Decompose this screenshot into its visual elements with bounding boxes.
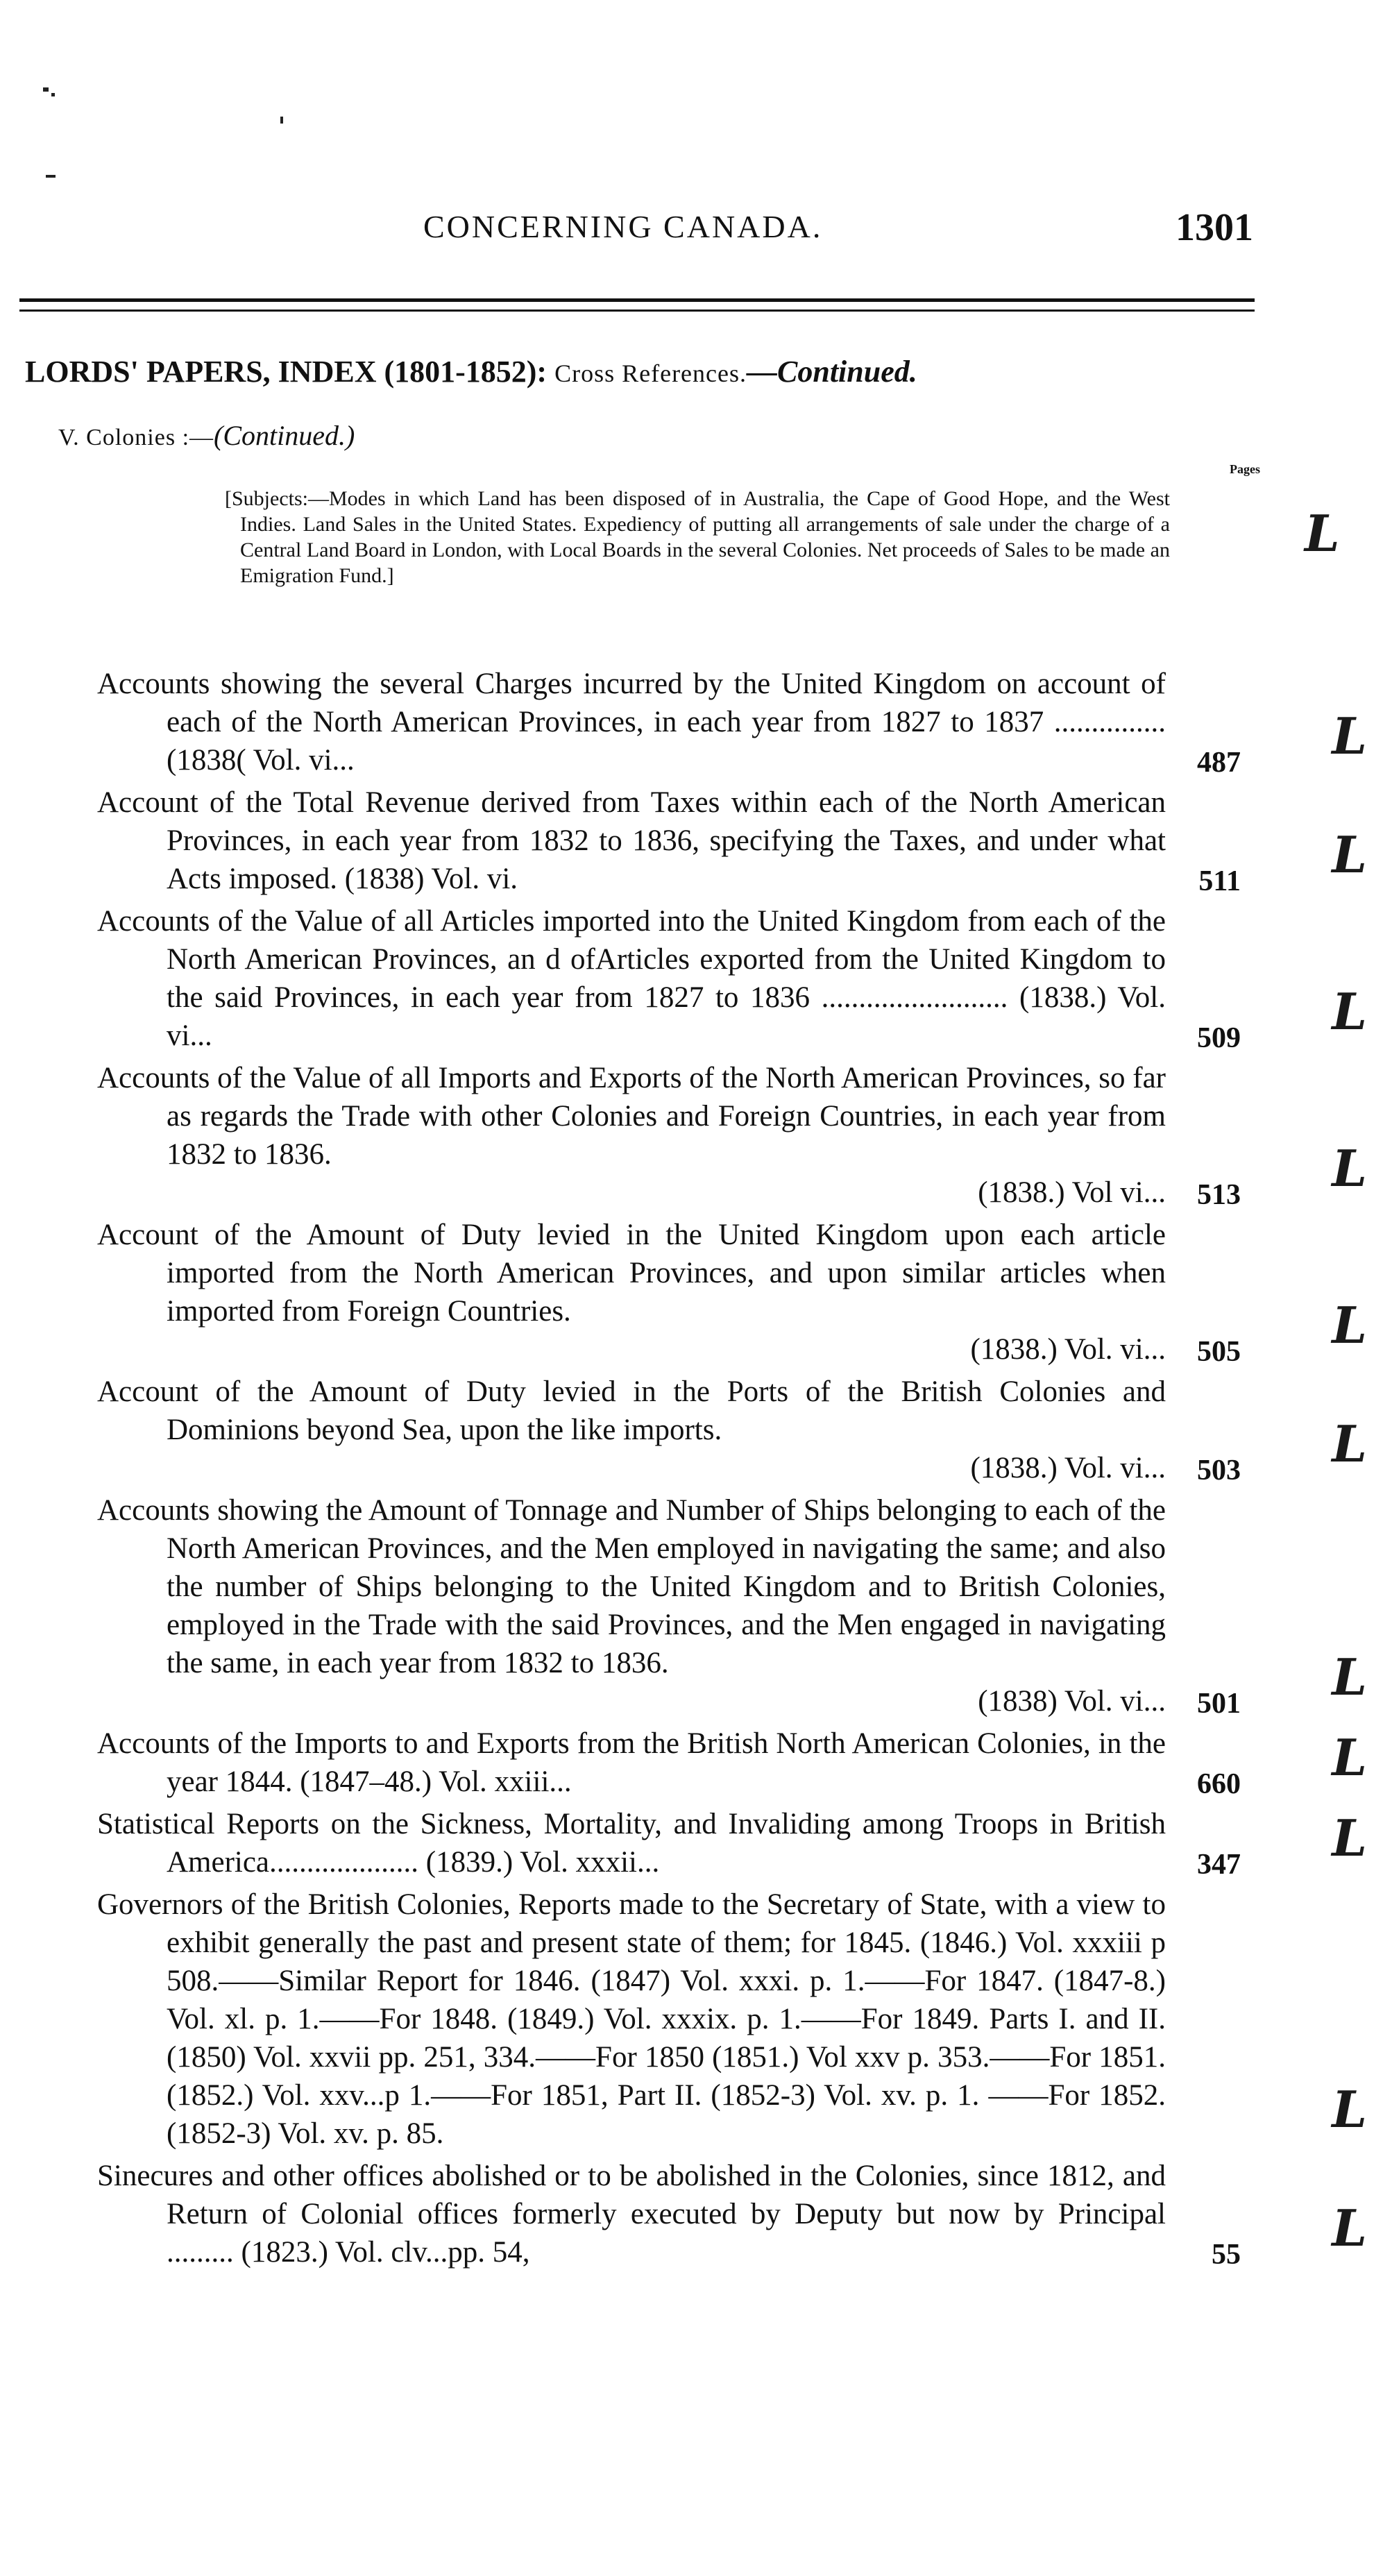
- entry-text: Account of the Total Revenue derived from Taxes within each of the North American Provinces, in each year from 1832 to 1836, specifying the Taxes, and under what Acts imposed. (1838) Vol. vi.: [97, 786, 1166, 895]
- entry-page-number: 487: [1197, 747, 1241, 779]
- entry-citation: (1838.) Vol vi...: [978, 1176, 1166, 1209]
- index-entry: [97, 2157, 1367, 2271]
- handwritten-tick-mark: L: [1332, 1139, 1367, 1198]
- section-heading: [25, 354, 1260, 389]
- entry-page-number: 347: [1197, 1849, 1241, 1881]
- entry-text: Accounts of the Value of all Articles imported into the United Kingdom from each of the North American Provinces, an d ofArticles exported from the United Kingdom to the said Provinces, in each year from 1827 to 1836 ......................... (1838.) Vol. vi...: [97, 905, 1166, 1052]
- subjects-note: [225, 486, 1170, 588]
- index-entry: [97, 1216, 1367, 1368]
- double-rule-bottom: [19, 310, 1255, 312]
- handwritten-tick-mark: L: [1332, 1647, 1367, 1706]
- entry-page-number: 55: [1212, 2239, 1241, 2271]
- ink-speck: [51, 93, 55, 96]
- index-entry: [97, 1725, 1367, 1801]
- handwritten-tick-mark: L: [1305, 504, 1340, 563]
- subsection-heading: [58, 419, 355, 452]
- subjects-text: [Subjects:—Modes in which Land has been disposed of in Australia, the Cape of Good Hope, and the West Indies. Land Sales in the United States. Expediency of putting all arrangements of sale under the charge of a Central Land Board in London, with Local Boards in the several Colonies. Net proceeds of Sales to be made an Emigration Fund.]: [225, 487, 1170, 587]
- entry-page-number: 511: [1198, 865, 1241, 897]
- entry-page-number: 509: [1197, 1022, 1241, 1054]
- handwritten-tick-mark: L: [1332, 2080, 1367, 2139]
- handwritten-tick-mark: L: [1332, 1414, 1367, 1473]
- handwritten-tick-mark: L: [1332, 825, 1367, 884]
- entry-citation: (1838) Vol. vi...: [978, 1685, 1166, 1718]
- index-entry: [97, 1805, 1367, 1881]
- handwritten-tick-mark: L: [1332, 2198, 1367, 2257]
- section-title: LORDS' PAPERS, INDEX (1801-1852):: [25, 355, 548, 389]
- entry-text: Account of the Amount of Duty levied in the United Kingdom upon each article imported from the North American Provinces, and upon similar articles when imported from Foreign Countries.: [97, 1219, 1166, 1328]
- entry-text: Accounts of the Imports to and Exports from the British North American Colonies, in the year 1844. (1847–48.) Vol. xxiii...: [97, 1727, 1166, 1798]
- entry-text: Account of the Amount of Duty levied in the Ports of the British Colonies and Dominions beyond Sea, upon the like imports.: [97, 1375, 1166, 1446]
- running-title: CONCERNING CANADA.: [423, 209, 823, 244]
- index-entry: [97, 783, 1367, 898]
- subsection-label: V. Colonies :—: [58, 425, 214, 450]
- subsection-continued: (Continued.): [214, 420, 355, 451]
- ink-speck: [280, 117, 283, 124]
- entry-text: Sinecures and other offices abolished or to be abolished in the Colonies, since 1812, and Return of Colonial offices formerly executed by Deputy but now by Principal ......... (1823.) Vol. clv...pp. 54,: [97, 2160, 1166, 2269]
- entry-text: Accounts showing the Amount of Tonnage and Number of Ships belonging to each of the North American Provinces, and the Men employed in navigating the same; and also the number of Ships belonging to the United Kingdom and to British Colonies, employed in the Trade with the said Provinces, and the Men engaged in navigating the same, in each year from 1832 to 1836.: [97, 1494, 1166, 1679]
- handwritten-tick-mark: L: [1332, 1728, 1367, 1787]
- handwritten-tick-mark: L: [1332, 982, 1367, 1041]
- entry-text: Governors of the British Colonies, Reports made to the Secretary of State, with a view to exhibit generally the past and present state of them; for 1845. (1846.) Vol. xxxiii p 508.——Similar Report for 1846. (1847) Vol. xxxi. p. 1.——For 1847. (1847-8.) Vol. xl. p. 1.——For 1848. (1849.) Vol. xxxix. p. 1.——For 1849. Parts I. and II. (1850) Vol. xxvii pp. 251, 334.——For 1850 (1851.) Vol xxv p. 353.——For 1851. (1852.) Vol. xxv...p 1.——For 1851, Part II. (1852-3) Vol. xv. p. 1. ——For 1852. (1852-3) Vol. xv. p. 85.: [97, 1888, 1166, 2150]
- handwritten-tick-mark: L: [1332, 706, 1367, 765]
- handwritten-tick-mark: L: [1332, 1808, 1367, 1867]
- running-head: [0, 205, 1392, 261]
- entry-text: Statistical Reports on the Sickness, Mortality, and Invaliding among Troops in British America.................... (1839.) Vol. xxxii...: [97, 1808, 1166, 1879]
- entry-text: Accounts showing the several Charges incurred by the United Kingdom on account of each of the North American Provinces, in each year from 1827 to 1837 ............... (1838( Vol. vi...: [97, 668, 1166, 777]
- pages-column-label: Pages: [1230, 462, 1260, 476]
- entry-page-number: 505: [1197, 1336, 1241, 1368]
- entry-text: Accounts of the Value of all Imports and Exports of the North American Provinces, so far as regards the Trade with other Colonies and Foreign Countries, in each year from 1832 to 1836.: [97, 1062, 1166, 1171]
- entry-page-number: 503: [1197, 1455, 1241, 1486]
- entry-citation: (1838.) Vol. vi...: [970, 1452, 1166, 1484]
- double-rule-top: [19, 298, 1255, 302]
- entry-page-number: 513: [1197, 1179, 1241, 1211]
- index-entry: [97, 1059, 1367, 1212]
- index-entry: [97, 1886, 1367, 2153]
- entry-citation: (1838.) Vol. vi...: [970, 1333, 1166, 1366]
- section-subtitle: Cross References.: [554, 359, 747, 387]
- page-number: 1301: [1175, 206, 1253, 249]
- index-entry: [97, 665, 1367, 779]
- entry-page-number: 660: [1197, 1768, 1241, 1800]
- ink-speck: [46, 175, 56, 178]
- handwritten-tick-mark: L: [1332, 1296, 1367, 1355]
- entry-list: [0, 665, 1392, 2271]
- index-entry: [97, 1491, 1367, 1720]
- index-entry: [97, 1373, 1367, 1487]
- section-continued: —Continued.: [747, 355, 917, 389]
- index-entry: [97, 902, 1367, 1055]
- ink-speck: [43, 87, 49, 92]
- entry-page-number: 501: [1197, 1688, 1241, 1720]
